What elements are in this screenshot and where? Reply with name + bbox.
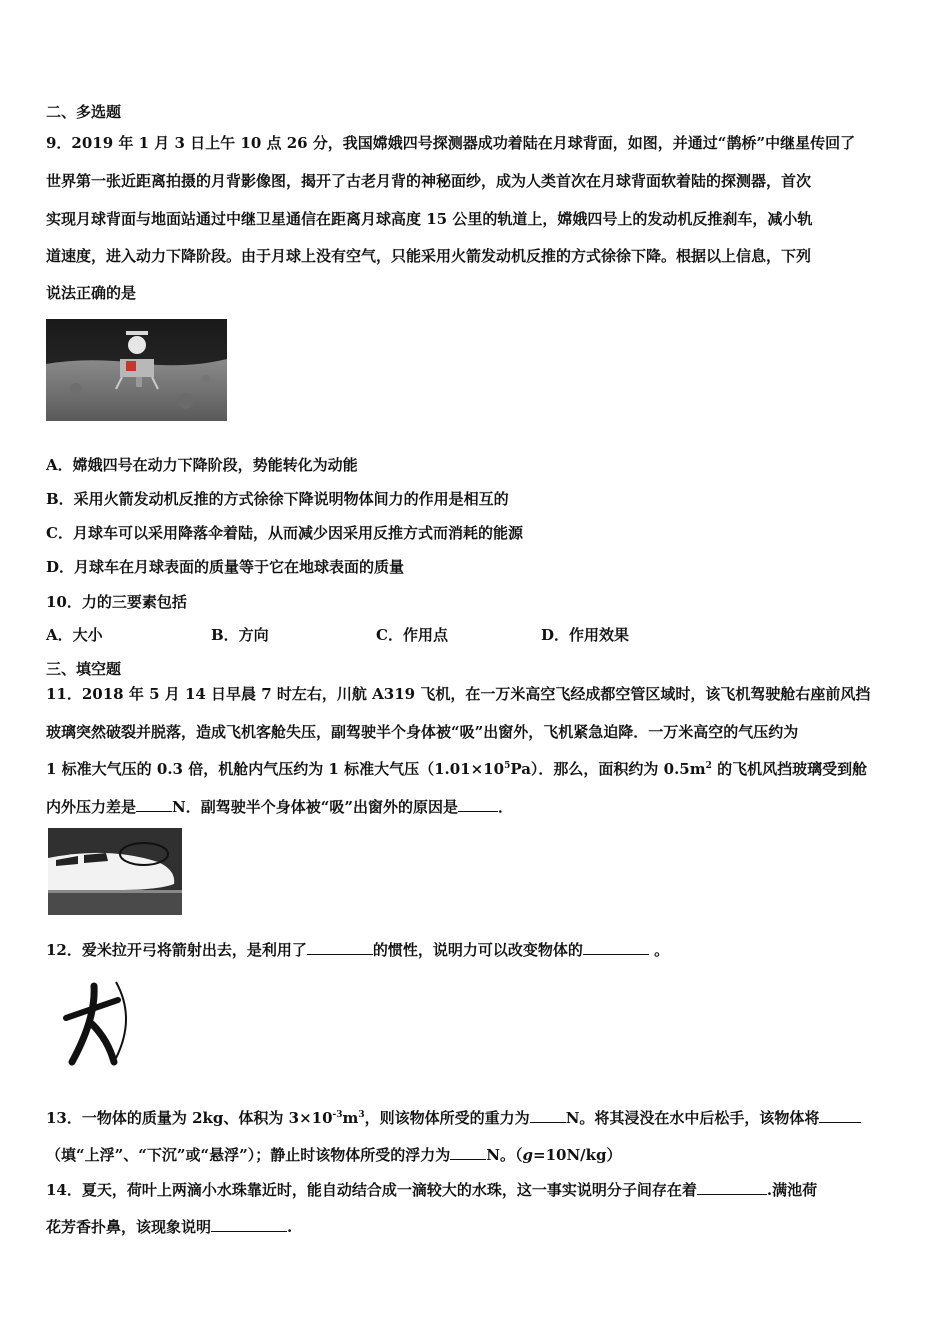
q11-line-1: 11．2018 年 5 月 14 日早晨 7 时左右，川航 A319 飞机，在一万米高空飞经成都空管区域时，该飞机驾驶舱右座前风挡 — [46, 685, 871, 703]
q14-blank-1[interactable] — [697, 1180, 767, 1195]
lunar-lander-photo — [46, 319, 227, 421]
section-title-multiple-choice: 二、多选题 — [46, 103, 122, 121]
q12-blank-1[interactable] — [307, 940, 373, 955]
q14-line-1: 14．夏天，荷叶上两滴小水珠靠近时，能自动结合成一滴较大的水珠，这一事实说明分子间存在着 .满池荷 — [46, 1181, 818, 1199]
q10-option-a: A．大小 — [46, 626, 103, 644]
q14-blank-2[interactable] — [211, 1217, 287, 1232]
q9-line-2: 世界第一张近距离拍摄的月背影像图，揭开了古老月背的神秘面纱，成为人类首次在月球背面软着陆的探测器，首次 — [46, 172, 812, 190]
airplane-cockpit-photo — [48, 828, 182, 915]
q11-blank-2[interactable] — [458, 797, 498, 812]
q10-stem: 10．力的三要素包括 — [46, 593, 187, 611]
q10-option-b: B．方向 — [211, 626, 269, 644]
q10-option-d: D．作用效果 — [541, 626, 630, 644]
q13-line-1: 13．一物体的质量为 2kg、体积为 $3\times 10^{-3}m^3$，则该物体所受的重力为 N。将其浸没在水中后松手，该物体将 — [46, 1108, 861, 1128]
q10-option-c: C．作用点 — [376, 626, 448, 644]
q13-line-2: （填“上浮”、“下沉”或“悬浮”）；静止时该物体所受的浮力为 N。（g=10N/kg） — [46, 1146, 622, 1164]
q9-option-c: C．月球车可以采用降落伞着陆，从而减少因采用反推方式而消耗的能源 — [46, 524, 523, 542]
q13-blank-3[interactable] — [450, 1145, 486, 1160]
q13-blank-1[interactable] — [530, 1108, 566, 1123]
q12-blank-2[interactable] — [583, 940, 649, 955]
q11-line-3: 1 标准大气压的 0.3 倍，机舱内气压约为 1 标准大气压$(1.01\times 10^5Pa)$．那么，面积约为 $0.5m^2$ 的飞机风挡玻璃受到舱 — [46, 760, 868, 778]
q12-line: 12．爱米拉开弓将箭射出去，是利用了 的惯性，说明力可以改变物体的 。 — [46, 941, 670, 959]
q14-line-2: 花芳香扑鼻，该现象说明 . — [46, 1218, 293, 1236]
q9-option-d: D．月球车在月球表面的质量等于它在地球表面的质量 — [46, 558, 405, 576]
q11-line-2: 玻璃突然破裂并脱落，造成飞机客舱失压，副驾驶半个身体被“吸”出窗外，飞机紧急迫降．一万米高空的气压约为 — [46, 723, 799, 741]
q13-blank-2[interactable] — [819, 1108, 861, 1123]
q11-blank-1[interactable] — [136, 797, 172, 812]
q9-line-5: 说法正确的是 — [46, 284, 137, 302]
q11-line-4: 内外压力差是 N．副驾驶半个身体被“吸”出窗外的原因是 ． — [46, 798, 513, 816]
q9-option-a: A．嫦娥四号在动力下降阶段，势能转化为动能 — [46, 456, 358, 474]
q9-line-1: 9．2019 年 1 月 3 日上午 10 点 26 分，我国嫦娥四号探测器成功着陆在月球背面，如图，并通过“鹊桥”中继星传回了 — [46, 134, 856, 152]
q9-option-b: B．采用火箭发动机反推的方式徐徐下降说明物体间力的作用是相互的 — [46, 490, 509, 508]
q9-line-4: 道速度，进入动力下降阶段。由于月球上没有空气，只能采用火箭发动机反推的方式徐徐下降。根据以上信息，下列 — [46, 247, 812, 265]
section-title-fill-in: 三、填空题 — [46, 660, 122, 678]
q9-line-3: 实现月球背面与地面站通过中继卫星通信在距离月球高度 15 公里的轨道上，嫦娥四号上的发动机反推刹车，减小轨 — [46, 210, 813, 228]
archer-sketch — [60, 978, 130, 1070]
